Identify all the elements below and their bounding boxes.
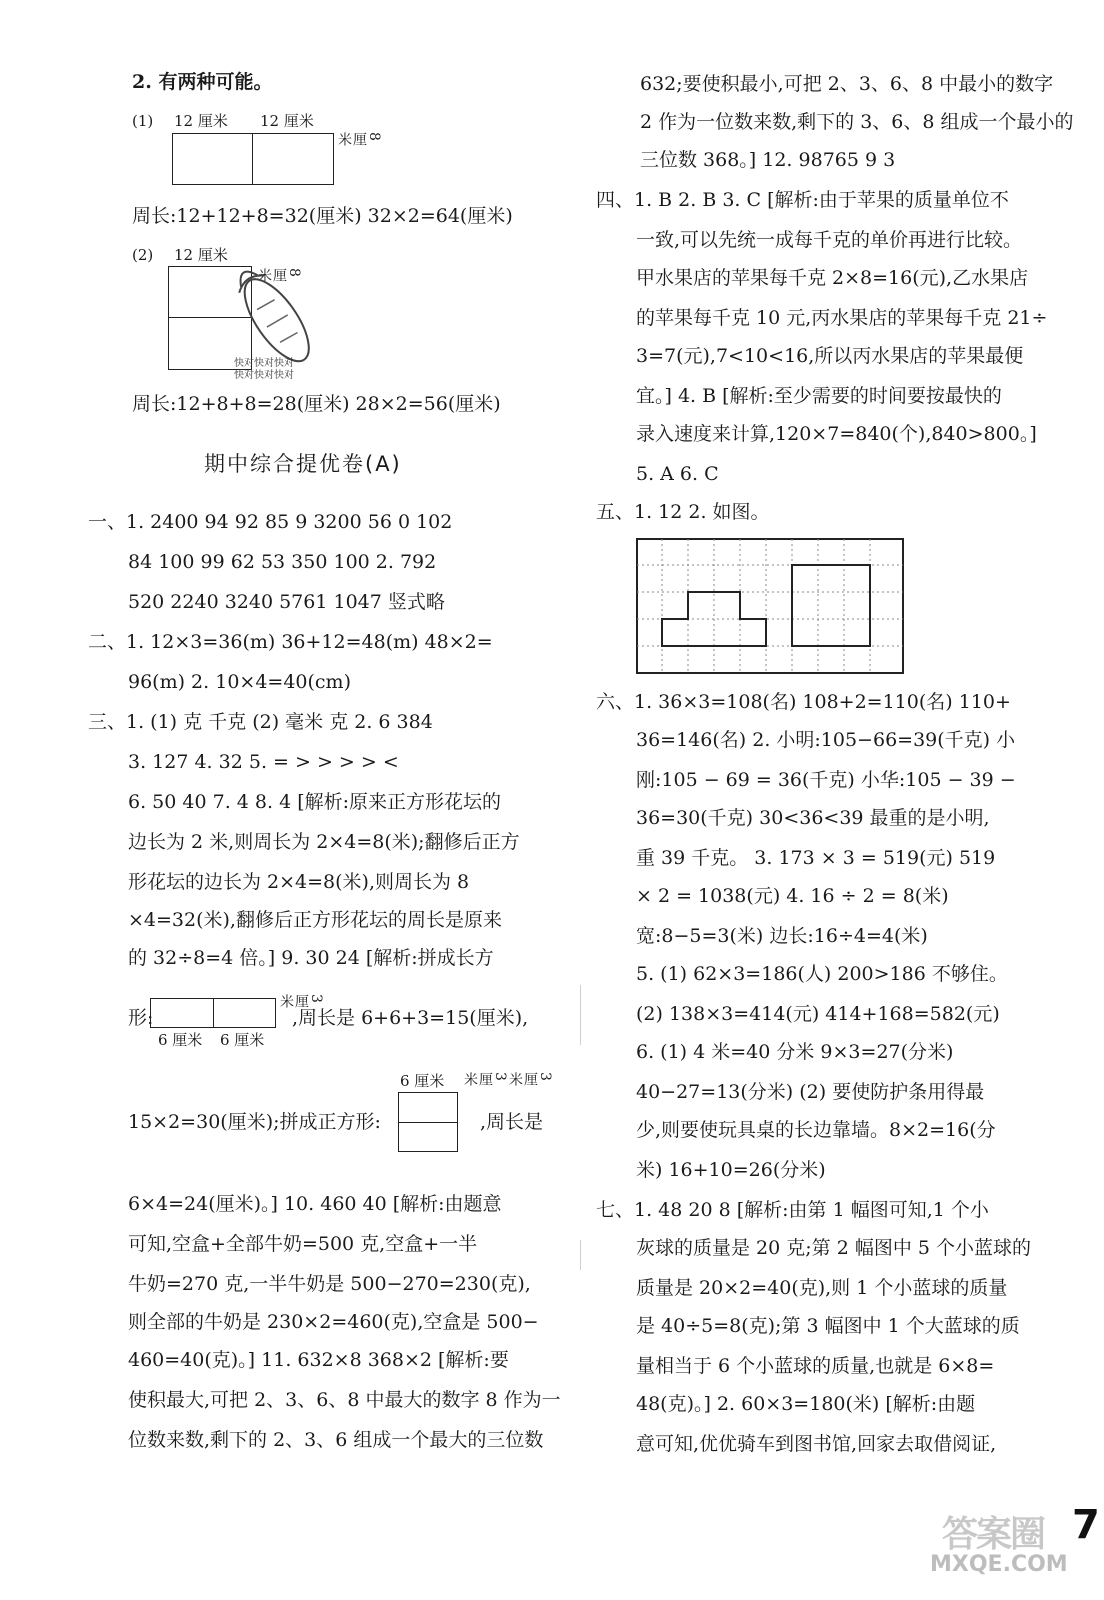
- section-3-line: 15×2=30(厘米);拼成正方形:: [128, 1111, 381, 1133]
- figure-top-label: 6 厘米: [400, 1072, 445, 1090]
- section-3-line: 形:: [128, 1007, 154, 1029]
- watermark-logo: 答案圈: [942, 1514, 1045, 1555]
- section-1-line: 84 100 99 62 53 350 100 2. 792: [128, 551, 437, 573]
- section-3-line: 6. 50 40 7. 4 8. 4 [解析:原来正方形花坛的: [128, 791, 502, 813]
- grid-figure: [636, 538, 904, 674]
- figure-side-label: 3厘米: [278, 994, 324, 1008]
- stamp-text: 快对快对快对: [234, 358, 294, 369]
- figure-divider-line: [213, 998, 214, 1028]
- right-line: 三位数 368。] 12. 98765 9 3: [640, 149, 896, 171]
- section-3-line: 则全部的牛奶是 230×2=460(克),空盒是 500−: [128, 1311, 539, 1333]
- section-5-line: 五、1. 12 2. 如图。: [596, 501, 770, 523]
- case2-side-label: 8厘米: [256, 268, 302, 282]
- section-1-line: 520 2240 3240 5761 1047 竖式略: [128, 591, 445, 613]
- section-4-line: 5. A 6. C: [636, 463, 719, 485]
- watermark-url: MXQE.COM: [930, 1552, 1068, 1577]
- section-3-line: 使积最大,可把 2、3、6、8 中最大的数字 8 作为一: [128, 1389, 561, 1411]
- right-line: 632;要使积最小,可把 2、3、6、8 中最小的数字: [640, 73, 1054, 95]
- figure-side-label: 3厘米3厘米: [462, 1072, 553, 1086]
- section-6-line: 少,则要使玩具桌的长边靠墙。8×2=16(分: [636, 1119, 996, 1141]
- section-3-line: 460=40(克)。] 11. 632×8 368×2 [解析:要: [128, 1349, 509, 1371]
- section-1-line: 一、1. 2400 94 92 85 9 3200 56 0 102: [88, 511, 453, 533]
- section-7-line: 七、1. 48 20 8 [解析:由第 1 幅图可知,1 个小: [596, 1199, 989, 1221]
- section-6-line: × 2 = 1038(元) 4. 16 ÷ 2 = 8(米): [636, 885, 949, 907]
- section-4-line: 录入速度来计算,120×7=840(个),840>800。]: [636, 423, 1037, 445]
- section-7-line: 灰球的质量是 20 克;第 2 幅图中 5 个小蓝球的: [636, 1237, 1031, 1259]
- section-4-line: 四、1. B 2. B 3. C [解析:由于苹果的质量单位不: [596, 189, 1009, 211]
- section-7-line: 48(克)。] 2. 60×3=180(米) [解析:由题: [636, 1393, 976, 1415]
- section-2-line: 96(m) 2. 10×4=40(cm): [128, 671, 351, 693]
- section-7-line: 量相当于 6 个小蓝球的质量,也就是 6×8=: [636, 1355, 995, 1377]
- case2-top-label: 12 厘米: [174, 246, 228, 264]
- column-divider: [580, 1240, 581, 1270]
- section-7-line: 意可知,优优骑车到图书馆,回家去取借阅证,: [636, 1433, 997, 1455]
- section-6-line: 米) 16+10=26(分米): [636, 1159, 826, 1181]
- section-6-line: (2) 138×3=414(元) 414+168=582(元): [636, 1003, 1000, 1025]
- section-6-line: 36=30(千克) 30<36<39 最重的是小明,: [636, 807, 990, 829]
- section-6-line: 36=146(名) 2. 小明:105−66=39(千克) 小: [636, 729, 1016, 751]
- case1-top-label: 12 厘米: [260, 112, 314, 130]
- section-3-line: 边长为 2 米,则周长为 2×4=8(米);翻修后正方: [128, 831, 520, 853]
- figure-divider-line: [398, 1122, 458, 1123]
- section-6-line: 40−27=13(分米) (2) 要使防护条用得最: [636, 1081, 985, 1103]
- section-3-line: 三、1. (1) 克 千克 (2) 毫米 克 2. 6 384: [88, 711, 433, 733]
- case2-label: (2): [132, 246, 154, 264]
- case1-divider-line: [252, 133, 253, 185]
- section-6-line: 宽:8−5=3(米) 边长:16÷4=4(米): [636, 925, 928, 947]
- section-title: 期中综合提优卷(A): [204, 452, 402, 476]
- section-6-line: 刚:105 − 69 = 36(千克) 小华:105 − 39 −: [636, 769, 1016, 791]
- section-4-line: 宜。] 4. B [解析:至少需要的时间要按最快的: [636, 385, 1002, 407]
- section-3-line: 牛奶=270 克,一半牛奶是 500−270=230(克),: [128, 1273, 531, 1295]
- section-3-line: ,周长是: [480, 1111, 544, 1133]
- section-3-line: 形花坛的边长为 2×4=8(米),则周长为 8: [128, 871, 470, 893]
- stamp-text: 快对快对快对: [234, 370, 294, 381]
- case1-label: (1): [132, 112, 154, 130]
- section-4-line: 3=7(元),7<10<16,所以丙水果店的苹果最便: [636, 345, 1024, 367]
- section-6-line: 重 39 千克。 3. 173 × 3 = 519(元) 519: [636, 847, 996, 869]
- section-7-line: 是 40÷5=8(克);第 3 幅图中 1 个大蓝球的质: [636, 1315, 1020, 1337]
- section-4-line: 一致,可以先统一成每千克的单价再进行比较。: [636, 229, 1023, 251]
- case1-rectangle-figure: [172, 133, 334, 185]
- figure-bottom-label: 6 厘米: [220, 1031, 265, 1049]
- section-6-line: 5. (1) 62×3=186(人) 200>186 不够住。: [636, 963, 1008, 985]
- section-3-line: 可知,空盒+全部牛奶=500 克,空盒+一半: [128, 1233, 478, 1255]
- right-line: 2 作为一位数来数,剩下的 3、6、8 组成一个最小的: [640, 111, 1074, 133]
- section-4-line: 的苹果每千克 10 元,丙水果店的苹果每千克 21÷: [636, 307, 1048, 329]
- section-6-line: 6. (1) 4 米=40 分米 9×3=27(分米): [636, 1041, 954, 1063]
- section-6-line: 六、1. 36×3=108(名) 108+2=110(名) 110+: [596, 691, 1011, 713]
- section-4-line: 甲水果店的苹果每千克 2×8=16(元),乙水果店: [636, 267, 1029, 289]
- section-3-line: 的 32÷8=4 倍。] 9. 30 24 [解析:拼成长方: [128, 947, 494, 969]
- figure-bottom-label: 6 厘米: [158, 1031, 203, 1049]
- section-7-line: 质量是 20×2=40(克),则 1 个小蓝球的质量: [636, 1277, 1008, 1299]
- case2-perimeter: 周长:12+8+8=28(厘米) 28×2=56(厘米): [132, 393, 501, 415]
- answer-2-intro: 2. 有两种可能。: [132, 71, 273, 93]
- case1-side-label: 8厘米: [336, 132, 382, 146]
- section-2-line: 二、1. 12×3=36(m) 36+12=48(m) 48×2=: [88, 631, 493, 653]
- case1-perimeter: 周长:12+12+8=32(厘米) 32×2=64(厘米): [132, 205, 513, 227]
- section-3-line: 位数来数,剩下的 2、3、6 组成一个最大的三位数: [128, 1429, 544, 1451]
- column-divider: [580, 985, 581, 1045]
- section-3-line: 3. 127 4. 32 5. = > > > > <: [128, 751, 399, 773]
- section-3-line: ,周长是 6+6+3=15(厘米),: [292, 1007, 529, 1029]
- section-3-line: 6×4=24(厘米)。] 10. 460 40 [解析:由题意: [128, 1193, 502, 1215]
- case1-top-label: 12 厘米: [174, 112, 228, 130]
- section-3-line: ×4=32(米),翻修后正方形花坛的周长是原来: [128, 909, 502, 931]
- page-number: 7: [1072, 1502, 1100, 1548]
